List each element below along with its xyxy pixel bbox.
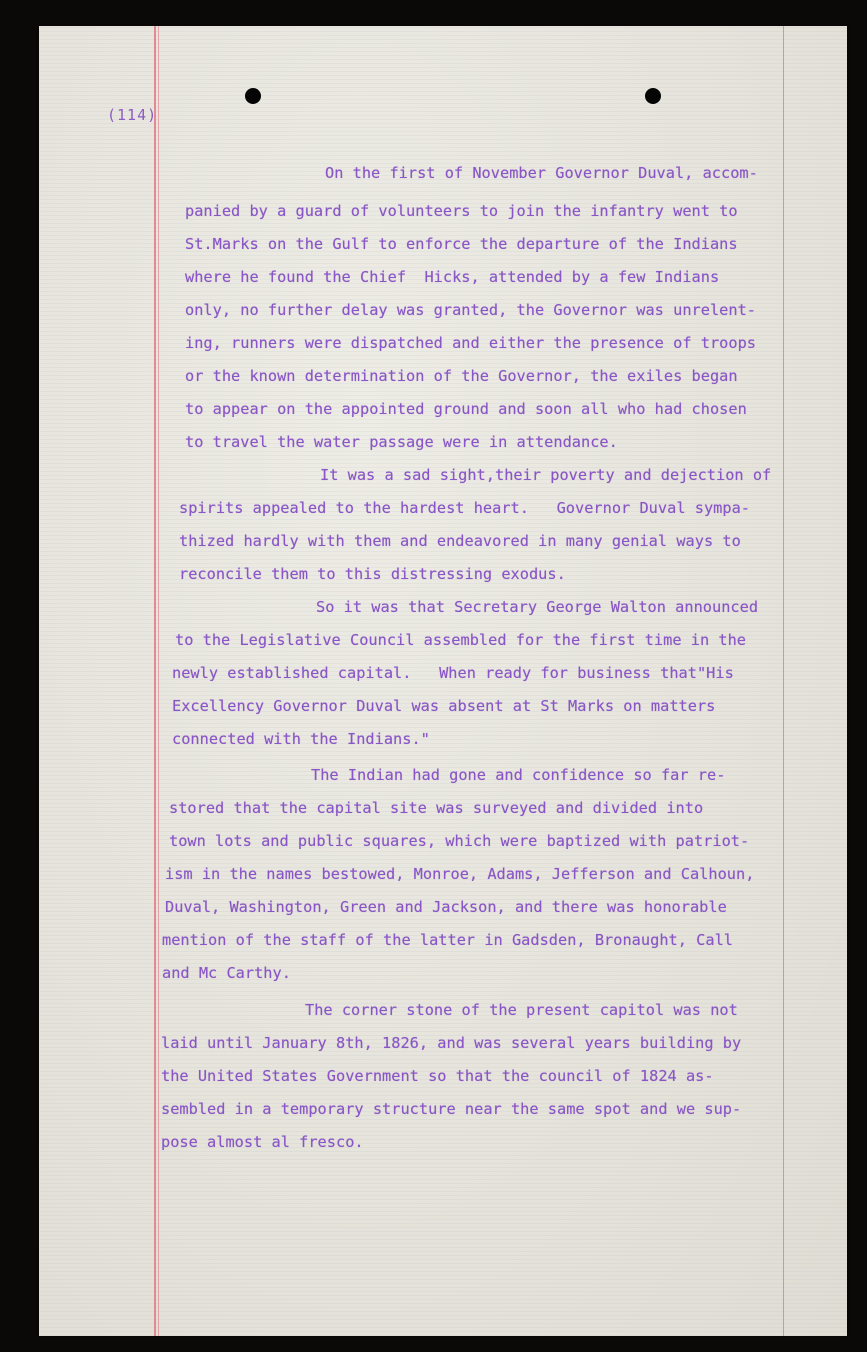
text-line: stored that the capital site was surveyed and divided into	[169, 799, 704, 817]
left-margin-rule-inner	[158, 26, 159, 1336]
text-line: only, no further delay was granted, the Governor was unrelent-	[185, 301, 756, 319]
text-line: where he found the Chief Hicks, attended by a few Indians	[185, 268, 720, 286]
page-number: (114)	[107, 106, 158, 124]
text-line: It was a sad sight,their poverty and dejection of	[320, 466, 772, 484]
text-line: to the Legislative Council assembled for the first time in the	[175, 631, 746, 649]
text-line: Excellency Governor Duval was absent at St Marks on matters	[172, 697, 716, 715]
right-margin-rule	[783, 26, 784, 1336]
text-line: So it was that Secretary George Walton announced	[316, 598, 759, 616]
text-line: Duval, Washington, Green and Jackson, and there was honorable	[165, 898, 727, 916]
text-line: thized hardly with them and endeavored in many genial ways to	[179, 532, 741, 550]
text-line: The corner stone of the present capitol was not	[305, 1001, 738, 1019]
text-line: spirits appealed to the hardest heart. Governor Duval sympa-	[179, 499, 750, 517]
text-line: connected with the Indians."	[172, 730, 430, 748]
text-line: sembled in a temporary structure near the same spot and we sup-	[161, 1100, 742, 1118]
text-line: reconcile them to this distressing exodus.	[179, 565, 566, 583]
text-line: pose almost al fresco.	[161, 1133, 364, 1151]
text-line: The Indian had gone and confidence so far re-	[311, 766, 726, 784]
text-line: ism in the names bestowed, Monroe, Adams, Jefferson and Calhoun,	[165, 865, 755, 883]
text-line: ing, runners were dispatched and either the presence of troops	[185, 334, 756, 352]
text-line: and Mc Carthy.	[162, 964, 291, 982]
text-line: panied by a guard of volunteers to join the infantry went to	[185, 202, 738, 220]
text-line: newly established capital. When ready for business that"His	[172, 664, 734, 682]
text-line: On the first of November Governor Duval, accom-	[325, 164, 758, 182]
punch-hole-left	[245, 88, 261, 104]
text-line: to appear on the appointed ground and soon all who had chosen	[185, 400, 747, 418]
text-line: the United States Government so that the council of 1824 as-	[161, 1067, 714, 1085]
text-line: laid until January 8th, 1826, and was several years building by	[161, 1034, 742, 1052]
text-line: or the known determination of the Governor, the exiles began	[185, 367, 738, 385]
typewritten-page	[39, 26, 847, 1336]
punch-hole-right	[645, 88, 661, 104]
text-line: to travel the water passage were in attendance.	[185, 433, 618, 451]
text-line: St.Marks on the Gulf to enforce the departure of the Indians	[185, 235, 738, 253]
text-line: town lots and public squares, which were baptized with patriot-	[169, 832, 750, 850]
left-margin-rule	[154, 26, 156, 1336]
text-line: mention of the staff of the latter in Gadsden, Bronaught, Call	[162, 931, 733, 949]
